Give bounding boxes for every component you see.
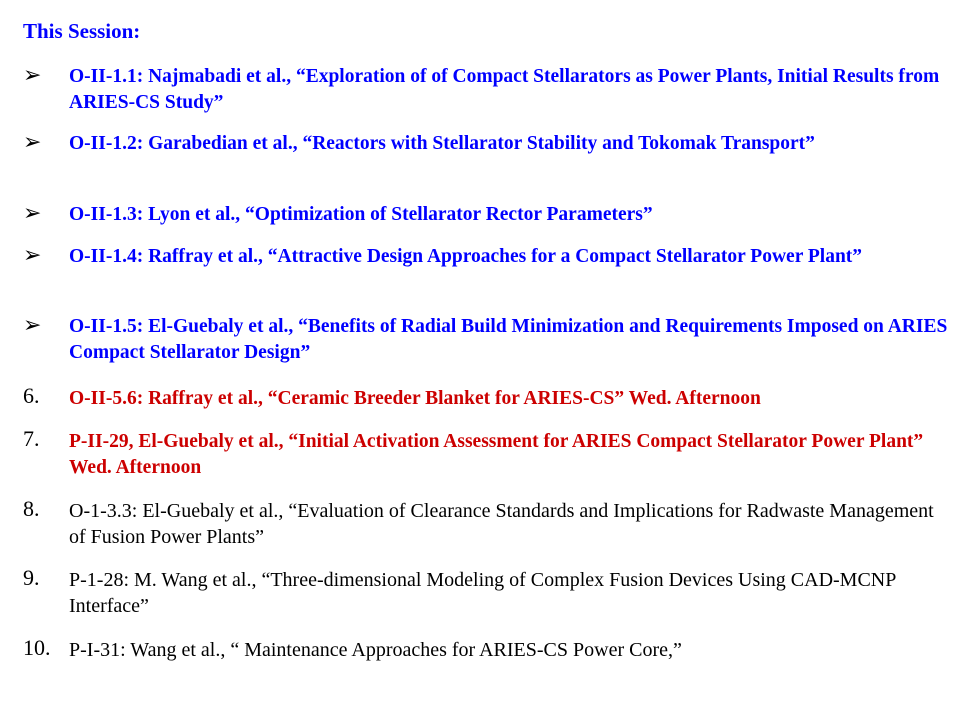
list-item-text: O-1-3.3: El-Guebaly et al., “Evaluation of Clearance Standards and Implications for Radwaste Management of Fusion Power Plants” (69, 500, 934, 548)
list-number: 9. (23, 565, 40, 590)
list-item (23, 635, 948, 664)
arrow-bullet-icon: ➢ (23, 312, 42, 337)
list-item-text: P-1-28: M. Wang et al., “Three-dimensional Modeling of Complex Fusion Devices Using CAD-MCNP Interface” (69, 569, 896, 617)
list-item-text: O-II-1.3: Lyon et al., “Optimization of Stellarator Rector Parameters” (69, 204, 653, 225)
arrow-bullet-icon: ➢ (23, 200, 42, 225)
list-number: 6. (23, 383, 40, 408)
list-item-text: O-II-1.4: Raffray et al., “Attractive Design Approaches for a Compact Stellarator Power Plant” (69, 246, 863, 267)
list-item (23, 202, 948, 228)
session-heading: This Session: (23, 19, 141, 43)
list-item-text: P-I-31: Wang et al., “ Maintenance Approaches for ARIES-CS Power Core,” (69, 639, 682, 661)
list-number: 10. (23, 635, 51, 660)
arrow-bullet-icon: ➢ (23, 242, 42, 267)
list-item-text: P-II-29, El-Guebaly et al., “Initial Activation Assessment for ARIES Compact Stellarator Power Plant” Wed. Afternoon (69, 431, 924, 478)
list-item (23, 426, 948, 480)
list-item (23, 496, 948, 550)
list-item-text: O-II-1.1: Najmabadi et al., “Exploration of of Compact Stellarators as Power Plants, Initial Results from ARIES-CS Study” (69, 66, 940, 113)
list-item (23, 383, 948, 412)
list-item-text: O-II-1.2: Garabedian et al., “Reactors with Stellarator Stability and Tokomak Transport” (69, 133, 815, 154)
arrow-bullet-icon: ➢ (23, 62, 42, 87)
list-number: 8. (23, 496, 40, 521)
arrow-bullet-icon: ➢ (23, 129, 42, 154)
list-number: 7. (23, 426, 40, 451)
list-item (23, 314, 948, 365)
list-item (23, 565, 948, 619)
list-item-text: O-II-5.6: Raffray et al., “Ceramic Breeder Blanket for ARIES-CS” Wed. Afternoon (69, 388, 761, 409)
list-item (23, 244, 948, 270)
list-item (23, 131, 948, 157)
list-item (23, 64, 948, 115)
list-item-text: O-II-1.5: El-Guebaly et al., “Benefits of Radial Build Minimization and Requirements Imposed on ARIES Compact Stellarator Design” (69, 316, 948, 363)
